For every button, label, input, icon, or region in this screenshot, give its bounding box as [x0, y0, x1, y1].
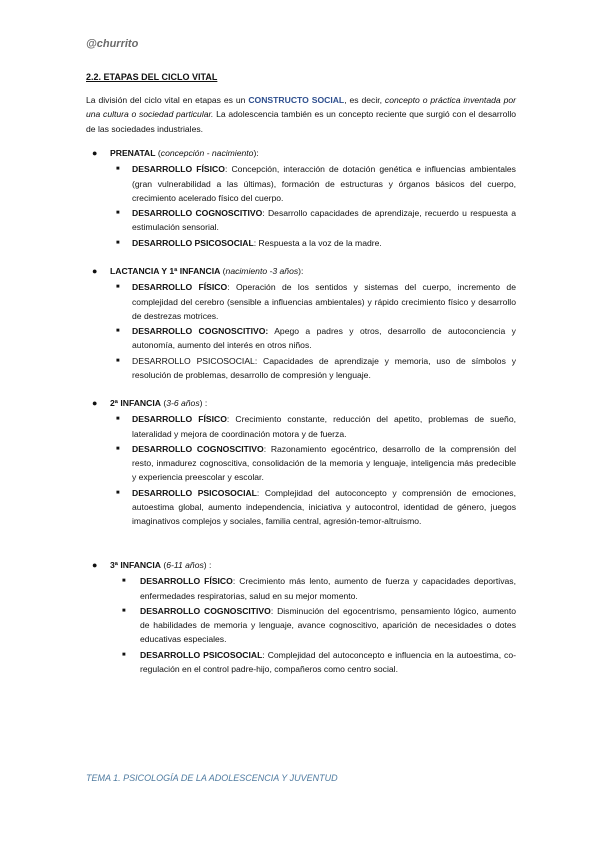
stage-heading: [92, 146, 516, 160]
list-item: [92, 206, 516, 235]
item-text: : Crecimiento más lento, aumento de fuerza y capacidades deportivas, enfermedades respiratorias, salud en su mejor momento.: [140, 576, 516, 601]
stage-2-infancia: [92, 396, 516, 530]
list-item: [92, 604, 516, 647]
stage-range-open: (: [155, 148, 161, 158]
stage-range: 3-6 años: [166, 398, 200, 408]
item-label: DESARROLLO FÍSICO: [140, 576, 233, 587]
stage-range-open: (: [220, 266, 226, 276]
item-label: DESARROLLO PSICOSOCIAL: [140, 649, 263, 660]
square-bullet-icon: ■: [122, 651, 126, 658]
stage-title: PRENATAL: [110, 148, 156, 158]
intro-post: La adolescencia también es un concepto reciente que surgió con el desarrollo de las sociedades industriales.: [86, 109, 517, 134]
stage-heading: [92, 558, 516, 572]
item-label: DESARROLLO COGNOSCITIVO:: [132, 326, 269, 337]
square-bullet-icon: ■: [122, 607, 126, 614]
list-item: [92, 648, 516, 677]
square-bullet-icon: ■: [116, 239, 120, 246]
square-bullet-icon: ■: [116, 416, 120, 423]
bullet-icon: ●: [92, 398, 98, 408]
section-title: 2.2. ETAPAS DEL CICLO VITAL: [86, 72, 218, 82]
list-item: [92, 442, 516, 485]
item-label: DESARROLLO FÍSICO: [132, 164, 225, 175]
bullet-icon: ●: [92, 266, 98, 276]
item-text: : Crecimiento constante, reducción del apetito, problemas de sueño, lateralidad y mejora de coordinación motora y de fuerza.: [132, 414, 516, 439]
stage-range-open: (: [160, 560, 167, 570]
item-text: : Operación de los sentidos y sistemas del cuerpo, incremento de complejidad del cerebro (sensible a influencias ambientales) y rápido crecimiento físico y desarrollo de destrezas motrices.: [132, 282, 516, 321]
item-label: DESARROLLO PSICOSOCIAL: [132, 487, 257, 498]
stage-items: [92, 574, 516, 676]
item-label: DESARROLLO COGNOSCITIVO: [140, 605, 271, 616]
stage-range: nacimiento -3 años: [225, 266, 299, 276]
stage-range-close: ):: [298, 266, 304, 276]
item-text: : Disminución del egocentrismo, pensamiento lógico, aumento de habilidades de memoria y lenguaje, avance cognoscitivo, aparición de necesidades o dotes educativas especiales.: [140, 605, 516, 645]
bullet-icon: ●: [92, 148, 98, 158]
stage-range-close: ) :: [199, 398, 208, 408]
item-text: Apego a padres y otros, desarrollo de autoconciencia y autonomía, aumento del interés en otros niños.: [132, 326, 516, 351]
item-label: DESARROLLO COGNOSCITIVO: [132, 208, 263, 219]
square-bullet-icon: ■: [116, 489, 120, 496]
stage-3-infancia: [92, 558, 516, 677]
stage-title: 3ª INFANCIA: [110, 560, 161, 570]
item-label: DESARROLLO COGNOSCITIVO: [132, 443, 264, 454]
square-bullet-icon: ■: [116, 357, 120, 364]
list-item: [92, 412, 516, 441]
stage-range: concepción - nacimiento: [160, 148, 254, 158]
list-item: [92, 162, 516, 205]
square-bullet-icon: ■: [116, 445, 120, 452]
list-item: [92, 236, 516, 250]
item-label: DESARROLLO FÍSICO: [132, 282, 228, 293]
item-text: : Respuesta a la voz de la madre.: [253, 237, 382, 248]
square-bullet-icon: ■: [116, 166, 120, 173]
item-text: : Complejidad del autoconcepto y comprensión de emociones, autoestima global, aumento independencia, iniciativa y autocontrol, identidad de género, juegos imaginativos complejos y sociales, familia central, agresión-temor-altruismo.: [132, 487, 516, 527]
list-item: [92, 354, 516, 383]
square-bullet-icon: ■: [116, 284, 120, 291]
square-bullet-icon: ■: [122, 578, 126, 585]
intro-italic: concepto o práctica inventada por una cultura o sociedad particular.: [86, 95, 516, 120]
stage-heading: [92, 396, 516, 410]
stage-items: [92, 412, 516, 528]
list-item: [92, 574, 516, 603]
stage-title: 2ª INFANCIA: [110, 398, 161, 408]
stage-range-open: (: [160, 398, 167, 408]
list-item: [92, 280, 516, 323]
stage-heading: [92, 264, 516, 278]
intro-accent: CONSTRUCTO SOCIAL: [248, 95, 345, 105]
item-label: DESARROLLO FÍSICO: [132, 414, 227, 425]
item-text: DESARROLLO PSICOSOCIAL: Capacidades de aprendizaje y memoria, uso de símbolos y resolución de problemas, desarrollo de compresión y lenguaje.: [132, 355, 516, 381]
stage-range: 6-11 años: [166, 560, 204, 570]
list-item: [92, 486, 516, 529]
item-text: : Razonamiento egocéntrico, desarrollo de la comprensión del resto, inmadurez cognoscitiva, consolidación de la memoria y lenguaje, inteligencia más predecible y experiencia preescolar y escolar.: [132, 443, 516, 483]
item-text: : Desarrollo capacidades de aprendizaje, recuerdo u respuesta a estimulación sensorial.: [132, 208, 516, 233]
list-item: [92, 324, 516, 353]
page-footer: TEMA 1. PSICOLOGÍA DE LA ADOLESCENCIA Y JUVENTUD: [86, 773, 338, 783]
intro-pre: La división del ciclo vital en etapas es un: [86, 95, 249, 105]
item-label: DESARROLLO PSICOSOCIAL: [132, 237, 254, 248]
stage-title: LACTANCIA Y 1ª INFANCIA: [110, 266, 221, 276]
square-bullet-icon: ■: [116, 210, 120, 217]
stage-lactancia: [92, 264, 516, 383]
stage-prenatal: [92, 146, 516, 251]
square-bullet-icon: ■: [116, 328, 120, 335]
page-header: @churrito: [86, 38, 139, 50]
stage-range-close: ) :: [203, 560, 212, 570]
intro-paragraph: [86, 93, 516, 136]
bullet-icon: ●: [92, 560, 98, 570]
stage-items: [92, 280, 516, 382]
item-text: : Concepción, interacción de dotación genética e influencias ambientales (gran vulnerabilidad a las últimas), formación de estructuras y órganos básicos del cuerpo, crecimiento acelerado físico del cuerpo.: [132, 164, 516, 203]
stage-range-close: ):: [253, 148, 259, 158]
intro-mid: , es decir,: [344, 95, 385, 105]
item-text: : Complejidad del autoconcepto e influencia en la autoestima, co-regulación en el control padre-hijo, compañeros como centro social.: [140, 649, 516, 675]
stage-items: [92, 162, 516, 250]
